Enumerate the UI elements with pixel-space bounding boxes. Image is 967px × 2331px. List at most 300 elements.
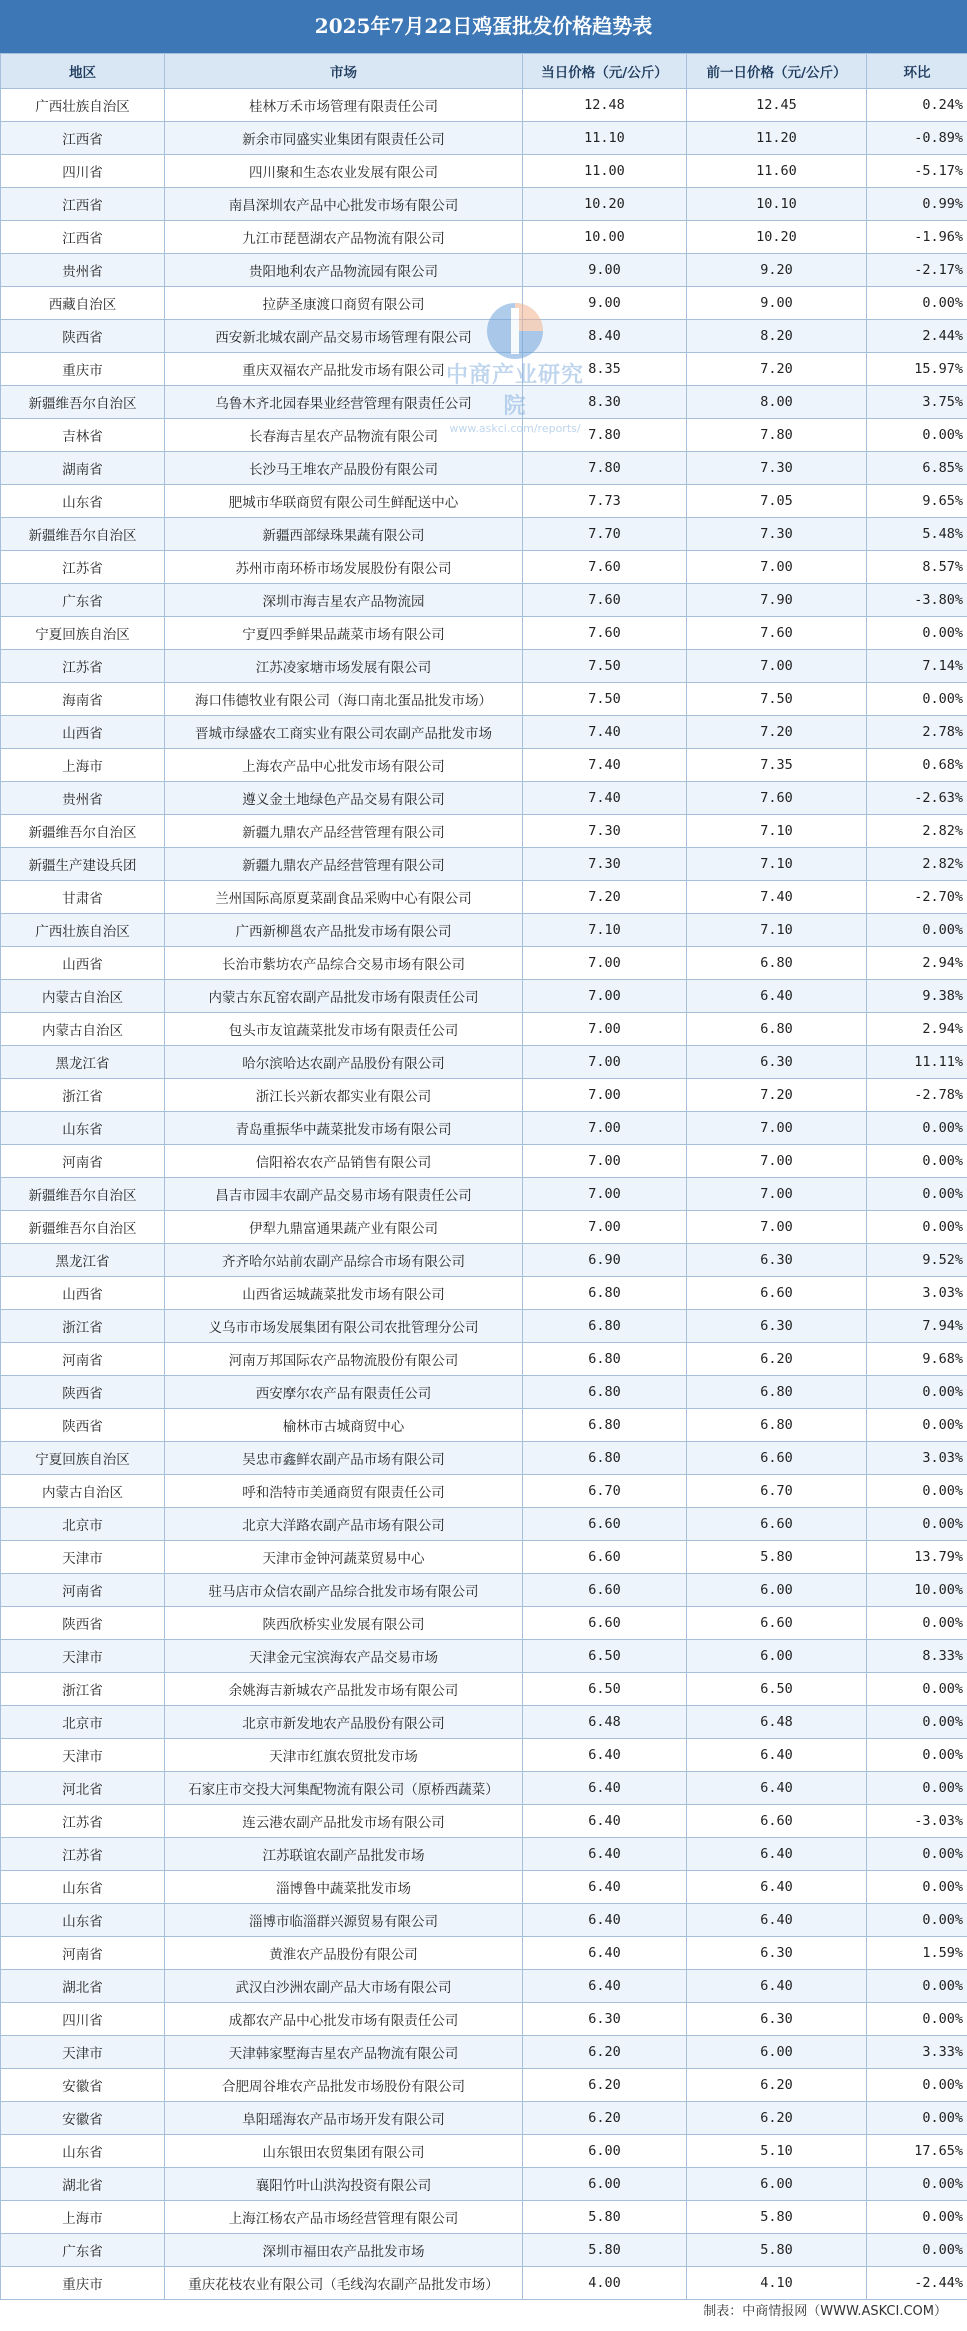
cell-region: 山东省 <box>1 485 165 518</box>
cell-today-price: 7.40 <box>523 749 687 782</box>
cell-market: 北京市新发地农产品股份有限公司 <box>165 1706 523 1739</box>
header-region: 地区 <box>1 54 165 89</box>
cell-market: 重庆花枝农业有限公司（毛线沟农副产品批发市场） <box>165 2267 523 2300</box>
cell-change: 7.94% <box>867 1310 967 1343</box>
cell-today-price: 10.20 <box>523 188 687 221</box>
cell-market: 青岛重振华中蔬菜批发市场有限公司 <box>165 1112 523 1145</box>
cell-today-price: 7.60 <box>523 551 687 584</box>
cell-region: 湖北省 <box>1 1970 165 2003</box>
cell-prev-price: 6.30 <box>687 1937 867 1970</box>
cell-region: 宁夏回族自治区 <box>1 617 165 650</box>
table-row <box>1 1541 967 1574</box>
cell-change: 0.00% <box>867 1178 967 1211</box>
cell-region: 山东省 <box>1 1904 165 1937</box>
cell-region: 海南省 <box>1 683 165 716</box>
cell-change: 2.82% <box>867 848 967 881</box>
cell-market: 吴忠市鑫鲜农副产品市场有限公司 <box>165 1442 523 1475</box>
cell-prev-price: 6.00 <box>687 1574 867 1607</box>
table-row <box>1 1079 967 1112</box>
cell-market: 长治市紫坊农产品综合交易市场有限公司 <box>165 947 523 980</box>
table-row <box>1 518 967 551</box>
cell-prev-price: 6.40 <box>687 1871 867 1904</box>
cell-market: 重庆双福农产品批发市场有限公司 <box>165 353 523 386</box>
cell-prev-price: 7.20 <box>687 716 867 749</box>
cell-market: 四川聚和生态农业发展有限公司 <box>165 155 523 188</box>
cell-today-price: 7.80 <box>523 419 687 452</box>
cell-change: 0.24% <box>867 89 967 122</box>
cell-prev-price: 7.00 <box>687 1178 867 1211</box>
table-row <box>1 1244 967 1277</box>
cell-region: 新疆维吾尔自治区 <box>1 1211 165 1244</box>
cell-today-price: 6.90 <box>523 1244 687 1277</box>
cell-market: 伊犁九鼎富通果蔬产业有限公司 <box>165 1211 523 1244</box>
cell-today-price: 6.40 <box>523 1904 687 1937</box>
cell-market: 昌吉市园丰农副产品交易市场有限责任公司 <box>165 1178 523 1211</box>
cell-region: 江西省 <box>1 188 165 221</box>
cell-region: 西藏自治区 <box>1 287 165 320</box>
cell-region: 贵州省 <box>1 254 165 287</box>
cell-prev-price: 6.50 <box>687 1673 867 1706</box>
table-row <box>1 1112 967 1145</box>
cell-today-price: 6.20 <box>523 2069 687 2102</box>
cell-region: 广东省 <box>1 584 165 617</box>
cell-today-price: 4.00 <box>523 2267 687 2300</box>
cell-market: 晋城市绿盛农工商实业有限公司农副产品批发市场 <box>165 716 523 749</box>
cell-region: 黑龙江省 <box>1 1244 165 1277</box>
cell-region: 上海市 <box>1 749 165 782</box>
cell-prev-price: 6.80 <box>687 1409 867 1442</box>
table-row <box>1 419 967 452</box>
table-row <box>1 1607 967 1640</box>
cell-region: 天津市 <box>1 1640 165 1673</box>
cell-prev-price: 7.10 <box>687 848 867 881</box>
cell-today-price: 6.60 <box>523 1541 687 1574</box>
cell-market: 河南万邦国际农产品物流股份有限公司 <box>165 1343 523 1376</box>
cell-today-price: 6.40 <box>523 1838 687 1871</box>
table-row <box>1 2135 967 2168</box>
cell-market: 宁夏四季鲜果品蔬菜市场有限公司 <box>165 617 523 650</box>
cell-market: 浙江长兴新农都实业有限公司 <box>165 1079 523 1112</box>
cell-region: 浙江省 <box>1 1310 165 1343</box>
table-row <box>1 1574 967 1607</box>
table-row <box>1 551 967 584</box>
table-header-row <box>1 54 967 89</box>
cell-region: 新疆生产建设兵团 <box>1 848 165 881</box>
table-row <box>1 2267 967 2300</box>
cell-change: 0.00% <box>867 1739 967 1772</box>
cell-market: 余姚海吉新城农产品批发市场有限公司 <box>165 1673 523 1706</box>
footer-source: 制表：中商情报网（WWW.ASKCI.COM） <box>703 2304 947 2319</box>
table-row <box>1 1772 967 1805</box>
cell-change: -2.44% <box>867 2267 967 2300</box>
cell-today-price: 6.40 <box>523 1871 687 1904</box>
cell-prev-price: 6.60 <box>687 1805 867 1838</box>
cell-market: 山东银田农贸集团有限公司 <box>165 2135 523 2168</box>
cell-region: 黑龙江省 <box>1 1046 165 1079</box>
table-row <box>1 452 967 485</box>
cell-today-price: 6.80 <box>523 1277 687 1310</box>
table-row <box>1 353 967 386</box>
table-row <box>1 1343 967 1376</box>
cell-prev-price: 5.80 <box>687 2201 867 2234</box>
cell-change: 15.97% <box>867 353 967 386</box>
cell-market: 包头市友谊蔬菜批发市场有限责任公司 <box>165 1013 523 1046</box>
cell-today-price: 6.70 <box>523 1475 687 1508</box>
cell-today-price: 5.80 <box>523 2234 687 2267</box>
cell-prev-price: 6.70 <box>687 1475 867 1508</box>
table-row <box>1 980 967 1013</box>
cell-today-price: 7.00 <box>523 947 687 980</box>
cell-today-price: 7.00 <box>523 1145 687 1178</box>
cell-region: 新疆维吾尔自治区 <box>1 386 165 419</box>
cell-prev-price: 6.40 <box>687 1838 867 1871</box>
cell-market: 天津市金钟河蔬菜贸易中心 <box>165 1541 523 1574</box>
cell-prev-price: 7.10 <box>687 815 867 848</box>
cell-market: 长春海吉星农产品物流有限公司 <box>165 419 523 452</box>
cell-market: 合肥周谷堆农产品批发市场股份有限公司 <box>165 2069 523 2102</box>
cell-region: 四川省 <box>1 2003 165 2036</box>
cell-change: 0.00% <box>867 1475 967 1508</box>
cell-today-price: 6.00 <box>523 2168 687 2201</box>
cell-market: 齐齐哈尔站前农副产品综合市场有限公司 <box>165 1244 523 1277</box>
cell-region: 江西省 <box>1 221 165 254</box>
cell-change: 9.65% <box>867 485 967 518</box>
cell-change: 0.00% <box>867 1112 967 1145</box>
cell-change: 8.33% <box>867 1640 967 1673</box>
cell-region: 天津市 <box>1 1739 165 1772</box>
cell-prev-price: 6.40 <box>687 1904 867 1937</box>
cell-region: 河南省 <box>1 1937 165 1970</box>
cell-region: 浙江省 <box>1 1673 165 1706</box>
cell-prev-price: 6.80 <box>687 1376 867 1409</box>
cell-region: 山西省 <box>1 947 165 980</box>
table-title: 2025年7月22日鸡蛋批发价格趋势表 <box>0 0 967 53</box>
cell-prev-price: 6.00 <box>687 2036 867 2069</box>
cell-prev-price: 7.10 <box>687 914 867 947</box>
cell-prev-price: 7.60 <box>687 782 867 815</box>
table-row <box>1 155 967 188</box>
cell-region: 河南省 <box>1 1145 165 1178</box>
table-row <box>1 1310 967 1343</box>
table-row <box>1 749 967 782</box>
cell-today-price: 7.00 <box>523 1046 687 1079</box>
table-row <box>1 716 967 749</box>
table-row <box>1 881 967 914</box>
cell-market: 成都农产品中心批发市场有限责任公司 <box>165 2003 523 2036</box>
cell-region: 宁夏回族自治区 <box>1 1442 165 1475</box>
cell-today-price: 7.00 <box>523 1079 687 1112</box>
cell-region: 山东省 <box>1 1871 165 1904</box>
cell-change: 0.00% <box>867 1871 967 1904</box>
cell-change: 0.00% <box>867 2069 967 2102</box>
cell-change: 0.00% <box>867 2234 967 2267</box>
cell-today-price: 11.10 <box>523 122 687 155</box>
cell-change: 0.00% <box>867 617 967 650</box>
table-row <box>1 650 967 683</box>
cell-region: 陕西省 <box>1 320 165 353</box>
cell-change: 6.85% <box>867 452 967 485</box>
table-row <box>1 287 967 320</box>
cell-today-price: 10.00 <box>523 221 687 254</box>
cell-prev-price: 5.80 <box>687 2234 867 2267</box>
cell-change: 7.14% <box>867 650 967 683</box>
table-row <box>1 221 967 254</box>
cell-today-price: 7.10 <box>523 914 687 947</box>
cell-change: 0.00% <box>867 1607 967 1640</box>
cell-change: 3.03% <box>867 1277 967 1310</box>
table-row <box>1 1046 967 1079</box>
cell-today-price: 7.40 <box>523 716 687 749</box>
cell-market: 乌鲁木齐北园春果业经营管理有限责任公司 <box>165 386 523 419</box>
table-row <box>1 89 967 122</box>
cell-change: 3.33% <box>867 2036 967 2069</box>
cell-region: 江苏省 <box>1 1805 165 1838</box>
egg-price-table <box>0 53 967 2300</box>
header-market: 市场 <box>165 54 523 89</box>
cell-region: 陕西省 <box>1 1409 165 1442</box>
cell-change: 0.68% <box>867 749 967 782</box>
cell-region: 重庆市 <box>1 353 165 386</box>
cell-today-price: 6.20 <box>523 2036 687 2069</box>
cell-prev-price: 9.00 <box>687 287 867 320</box>
table-row <box>1 782 967 815</box>
cell-today-price: 6.80 <box>523 1343 687 1376</box>
cell-change: -3.03% <box>867 1805 967 1838</box>
table-row <box>1 1508 967 1541</box>
cell-change: 0.00% <box>867 1838 967 1871</box>
cell-change: 2.82% <box>867 815 967 848</box>
cell-prev-price: 10.20 <box>687 221 867 254</box>
cell-market: 天津韩家墅海吉星农产品物流有限公司 <box>165 2036 523 2069</box>
cell-change: -2.78% <box>867 1079 967 1112</box>
cell-prev-price: 6.30 <box>687 1310 867 1343</box>
cell-prev-price: 6.40 <box>687 980 867 1013</box>
cell-region: 江西省 <box>1 122 165 155</box>
cell-today-price: 7.70 <box>523 518 687 551</box>
cell-market: 深圳市海吉星农产品物流园 <box>165 584 523 617</box>
cell-region: 江苏省 <box>1 551 165 584</box>
cell-market: 信阳裕农农产品销售有限公司 <box>165 1145 523 1178</box>
cell-prev-price: 6.20 <box>687 2069 867 2102</box>
cell-change: 9.38% <box>867 980 967 1013</box>
table-row <box>1 947 967 980</box>
table-row <box>1 914 967 947</box>
cell-prev-price: 6.30 <box>687 1046 867 1079</box>
cell-change: 8.57% <box>867 551 967 584</box>
cell-today-price: 12.48 <box>523 89 687 122</box>
table-row <box>1 2003 967 2036</box>
cell-change: -0.89% <box>867 122 967 155</box>
cell-market: 哈尔滨哈达农副产品股份有限公司 <box>165 1046 523 1079</box>
cell-market: 义乌市市场发展集团有限公司农批管理分公司 <box>165 1310 523 1343</box>
cell-prev-price: 7.80 <box>687 419 867 452</box>
cell-prev-price: 8.20 <box>687 320 867 353</box>
cell-today-price: 7.50 <box>523 683 687 716</box>
header-prev-price: 前一日价格（元/公斤） <box>687 54 867 89</box>
cell-change: 0.00% <box>867 683 967 716</box>
cell-region: 内蒙古自治区 <box>1 980 165 1013</box>
cell-prev-price: 6.60 <box>687 1442 867 1475</box>
cell-change: 3.75% <box>867 386 967 419</box>
cell-region: 山东省 <box>1 2135 165 2168</box>
cell-prev-price: 11.60 <box>687 155 867 188</box>
cell-region: 江苏省 <box>1 1838 165 1871</box>
table-row <box>1 617 967 650</box>
table-row <box>1 1673 967 1706</box>
cell-change: 3.03% <box>867 1442 967 1475</box>
cell-market: 贵阳地利农产品物流园有限公司 <box>165 254 523 287</box>
cell-today-price: 7.00 <box>523 1178 687 1211</box>
cell-market: 肥城市华联商贸有限公司生鲜配送中心 <box>165 485 523 518</box>
cell-change: 5.48% <box>867 518 967 551</box>
cell-prev-price: 7.90 <box>687 584 867 617</box>
table-row <box>1 2069 967 2102</box>
cell-today-price: 6.40 <box>523 1970 687 2003</box>
cell-market: 榆林市古城商贸中心 <box>165 1409 523 1442</box>
cell-change: 13.79% <box>867 1541 967 1574</box>
cell-region: 河北省 <box>1 1772 165 1805</box>
cell-today-price: 6.80 <box>523 1442 687 1475</box>
cell-region: 陕西省 <box>1 1607 165 1640</box>
cell-market: 上海江杨农产品市场经营管理有限公司 <box>165 2201 523 2234</box>
cell-market: 兰州国际高原夏菜副食品采购中心有限公司 <box>165 881 523 914</box>
cell-region: 新疆维吾尔自治区 <box>1 518 165 551</box>
table-row <box>1 2234 967 2267</box>
table-row <box>1 1838 967 1871</box>
cell-change: 0.99% <box>867 188 967 221</box>
table-row <box>1 1706 967 1739</box>
cell-region: 浙江省 <box>1 1079 165 1112</box>
cell-today-price: 7.80 <box>523 452 687 485</box>
cell-region: 安徽省 <box>1 2102 165 2135</box>
cell-today-price: 7.30 <box>523 815 687 848</box>
cell-market: 新余市同盛实业集团有限责任公司 <box>165 122 523 155</box>
cell-market: 西安新北城农副产品交易市场管理有限公司 <box>165 320 523 353</box>
cell-prev-price: 6.20 <box>687 2102 867 2135</box>
cell-today-price: 6.60 <box>523 1574 687 1607</box>
cell-prev-price: 6.80 <box>687 1013 867 1046</box>
cell-region: 重庆市 <box>1 2267 165 2300</box>
table-row <box>1 1805 967 1838</box>
cell-prev-price: 7.40 <box>687 881 867 914</box>
cell-change: 0.00% <box>867 1772 967 1805</box>
cell-region: 上海市 <box>1 2201 165 2234</box>
cell-today-price: 6.48 <box>523 1706 687 1739</box>
table-row <box>1 1409 967 1442</box>
cell-change: -3.80% <box>867 584 967 617</box>
cell-market: 苏州市南环桥市场发展股份有限公司 <box>165 551 523 584</box>
cell-prev-price: 6.80 <box>687 947 867 980</box>
table-row <box>1 2168 967 2201</box>
cell-market: 天津金元宝滨海农产品交易市场 <box>165 1640 523 1673</box>
cell-today-price: 7.00 <box>523 1112 687 1145</box>
cell-market: 长沙马王堆农产品股份有限公司 <box>165 452 523 485</box>
cell-today-price: 7.50 <box>523 650 687 683</box>
cell-prev-price: 6.40 <box>687 1739 867 1772</box>
cell-change: 0.00% <box>867 1211 967 1244</box>
cell-market: 陕西欣桥实业发展有限公司 <box>165 1607 523 1640</box>
cell-region: 广西壮族自治区 <box>1 89 165 122</box>
cell-region: 新疆维吾尔自治区 <box>1 1178 165 1211</box>
cell-prev-price: 7.00 <box>687 1211 867 1244</box>
cell-change: 0.00% <box>867 1409 967 1442</box>
cell-region: 湖北省 <box>1 2168 165 2201</box>
cell-prev-price: 7.50 <box>687 683 867 716</box>
cell-change: 0.00% <box>867 2102 967 2135</box>
table-row <box>1 1475 967 1508</box>
cell-region: 北京市 <box>1 1706 165 1739</box>
cell-prev-price: 7.00 <box>687 1112 867 1145</box>
table-row <box>1 485 967 518</box>
cell-change: 0.00% <box>867 1904 967 1937</box>
cell-market: 阜阳瑶海农产品市场开发有限公司 <box>165 2102 523 2135</box>
cell-prev-price: 7.60 <box>687 617 867 650</box>
cell-region: 天津市 <box>1 2036 165 2069</box>
cell-prev-price: 7.05 <box>687 485 867 518</box>
cell-change: 0.00% <box>867 2201 967 2234</box>
cell-today-price: 6.80 <box>523 1409 687 1442</box>
cell-market: 海口伟德牧业有限公司（海口南北蛋品批发市场） <box>165 683 523 716</box>
cell-region: 陕西省 <box>1 1376 165 1409</box>
table-body <box>1 89 967 2300</box>
cell-market: 北京大洋路农副产品市场有限公司 <box>165 1508 523 1541</box>
table-row <box>1 848 967 881</box>
cell-change: 0.00% <box>867 2003 967 2036</box>
cell-region: 广东省 <box>1 2234 165 2267</box>
cell-prev-price: 6.48 <box>687 1706 867 1739</box>
cell-region: 湖南省 <box>1 452 165 485</box>
cell-prev-price: 5.80 <box>687 1541 867 1574</box>
cell-prev-price: 6.60 <box>687 1277 867 1310</box>
cell-market: 襄阳竹叶山洪沟投资有限公司 <box>165 2168 523 2201</box>
cell-change: 0.00% <box>867 1970 967 2003</box>
table-row <box>1 1970 967 2003</box>
cell-today-price: 6.40 <box>523 1739 687 1772</box>
cell-today-price: 6.40 <box>523 1805 687 1838</box>
cell-region: 江苏省 <box>1 650 165 683</box>
cell-prev-price: 6.40 <box>687 1970 867 2003</box>
cell-market: 连云港农副产品批发市场有限公司 <box>165 1805 523 1838</box>
cell-change: 9.68% <box>867 1343 967 1376</box>
cell-region: 山西省 <box>1 716 165 749</box>
table-row <box>1 1442 967 1475</box>
cell-market: 南昌深圳农产品中心批发市场有限公司 <box>165 188 523 221</box>
cell-today-price: 6.50 <box>523 1640 687 1673</box>
cell-prev-price: 7.35 <box>687 749 867 782</box>
cell-prev-price: 6.00 <box>687 1640 867 1673</box>
cell-region: 北京市 <box>1 1508 165 1541</box>
cell-market: 淄博鲁中蔬菜批发市场 <box>165 1871 523 1904</box>
cell-change: 2.44% <box>867 320 967 353</box>
cell-today-price: 7.20 <box>523 881 687 914</box>
cell-region: 天津市 <box>1 1541 165 1574</box>
table-row <box>1 1013 967 1046</box>
cell-today-price: 7.30 <box>523 848 687 881</box>
cell-change: 9.52% <box>867 1244 967 1277</box>
cell-prev-price: 7.20 <box>687 353 867 386</box>
cell-market: 内蒙古东瓦窑农副产品批发市场有限责任公司 <box>165 980 523 1013</box>
cell-today-price: 7.60 <box>523 584 687 617</box>
table-row <box>1 122 967 155</box>
table-row <box>1 1277 967 1310</box>
table-row <box>1 1871 967 1904</box>
cell-change: 2.94% <box>867 1013 967 1046</box>
cell-prev-price: 7.00 <box>687 551 867 584</box>
cell-change: 17.65% <box>867 2135 967 2168</box>
cell-prev-price: 6.00 <box>687 2168 867 2201</box>
cell-change: 0.00% <box>867 1508 967 1541</box>
cell-prev-price: 12.45 <box>687 89 867 122</box>
